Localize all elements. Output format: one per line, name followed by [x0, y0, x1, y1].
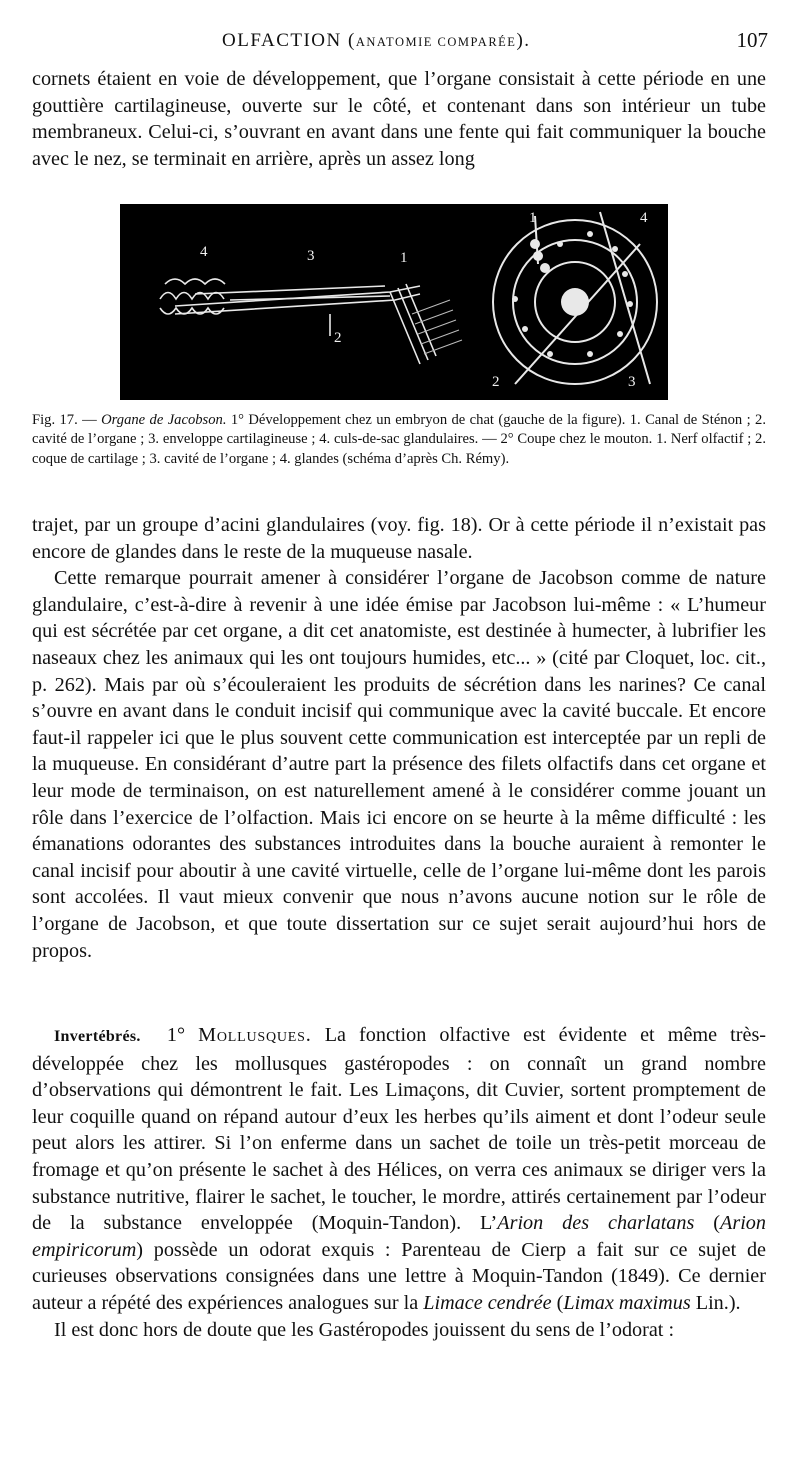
page-number: 107: [736, 28, 768, 52]
figure-caption: Fig. 17. — Organe de Jacobson. 1° Développement chez un embryon de chat (gauche de la figure). 1. Canal de Sténon ; 2. cavité de l’organe ; 3. enveloppe cartilagineuse ; 4. culs-de-sac glandulaires. — 2° Coupe chez le mouton. 1. Nerf olfactif ; 2. coque de cartilage ; 3. cavité de l’organe ; 4. glandes (schéma d’après Ch. Rémy).: [32, 412, 766, 467]
header-title: OLFACTION (ANATOMIE COMPARÉE).: [222, 30, 531, 51]
fig-label-3-left: 3: [307, 248, 315, 264]
paragraph-1: [32, 66, 766, 172]
paragraph-text: cornets étaient en voie de développement, que l’organe consistait à cette période en une gouttière cartilagineuse, ouverte sur le côté, et contenant dans son intérieur un tube membraneux. Celui-ci, s’ouvrant en avant dans une fente qui fait communiquer la bouche avec le nez, se terminait en arrière, après un assez long: [32, 68, 766, 170]
paragraph-3: Cette remarque pourrait amener à considérer l’organe de Jacobson comme de nature glandulaire, c’est-à-dire à revenir à une idée émise par Jacobson lui-même : « L’humeur qui est sécrétée par cet organe, a dit cet anatomiste, est destinée à humecter, à lubrifier les naseaux chez les animaux qui les ont toujours humides, etc... » (cité par Cloquet, loc. cit., p. 262). Mais par où s’écouleraient les produits de sécrétion dans les narines? Ce canal s’ouvre en avant dans le conduit incisif qui communique avec la cavité buccale. Et encore faut-il rappeler ici que le plus souvent cette communication est interceptée par un repli de la muqueuse. En considérant d’autre part la présence des filets olfactifs dans cet organe et leur mode de terminaison, on est naturellement amené à le considérer comme jouant un rôle dans l’exercice de l’olfaction. Mais ici encore on se heurte à la même difficulté : les émanations odorantes des substances introduites dans la bouche auraient à remonter le canal incisif pour aboutir à une cavité virtuelle, celle de l’organe lui-même dont les parois sont accolées. Il vaut mieux convenir que nous n’avons aucune notion sur le rôle de l’organe de Jacobson, et que toute dissertation sur ce sujet serait aujourd’hui hors de propos.: [32, 567, 766, 962]
jacobson-organ-illustration: [120, 204, 668, 400]
fig-label-4-right: 4: [640, 210, 648, 226]
subsection-title: Mollusques.: [198, 1024, 312, 1046]
paragraph-2: trajet, par un groupe d’acini glandulaires (voy. fig. 18). Or à cette période il n’existait pas encore de glandes dans le reste de la muqueuse nasale.: [32, 514, 766, 563]
paragraph-4: Invertébrés. 1° Mollusques. La fonction olfactive est évidente et même très-développée chez les mollusques gastéropodes : on connaît un grand nombre d’observations qui démontrent le fait. Les Limaçons, dit Cuvier, sortent promptement de leur coquille quand on répand autour d’eux les herbes qu’ils aiment et dont l’odeur seule peut alors les attirer. Si l’on enferme dans un sachet de toile un très-petit morceau de fromage et qu’on présente le sachet à des Hélices, on verra ces animaux se diriger vers la substance nutritive, flairer le sachet, le toucher, le mordre, attirés certainement par l’odeur de la substance enveloppée (Moquin-Tandon). L’Arion des charlatans (Arion empiricorum) possède un odorat exquis : Parenteau de Cierp a fait sur ce sujet de curieuses observations consignées dans une lettre à Moquin-Tandon (1849). Ce dernier auteur a répété des expériences analogues sur la Limace cendrée (Limax maximus Lin.).: [32, 1024, 767, 1314]
fig-label-2-left: 2: [334, 330, 342, 346]
running-header: [30, 30, 768, 60]
fig-label-1-left: 1: [400, 250, 408, 266]
paragraph-group: [32, 512, 766, 964]
fig-label-3-right: 3: [628, 374, 636, 390]
fig-label-1-right: 1: [529, 210, 537, 226]
paragraph-5: Il est donc hors de doute que les Gastéropodes jouissent du sens de l’odorat :: [54, 1318, 675, 1341]
paragraph-invertebres: [32, 1022, 766, 1343]
fig-label-4-left: 4: [200, 244, 208, 260]
figure-17-image: [120, 204, 668, 400]
section-runin-heading: Invertébrés.: [54, 1028, 141, 1045]
fig-label-2-right: 2: [492, 374, 500, 390]
